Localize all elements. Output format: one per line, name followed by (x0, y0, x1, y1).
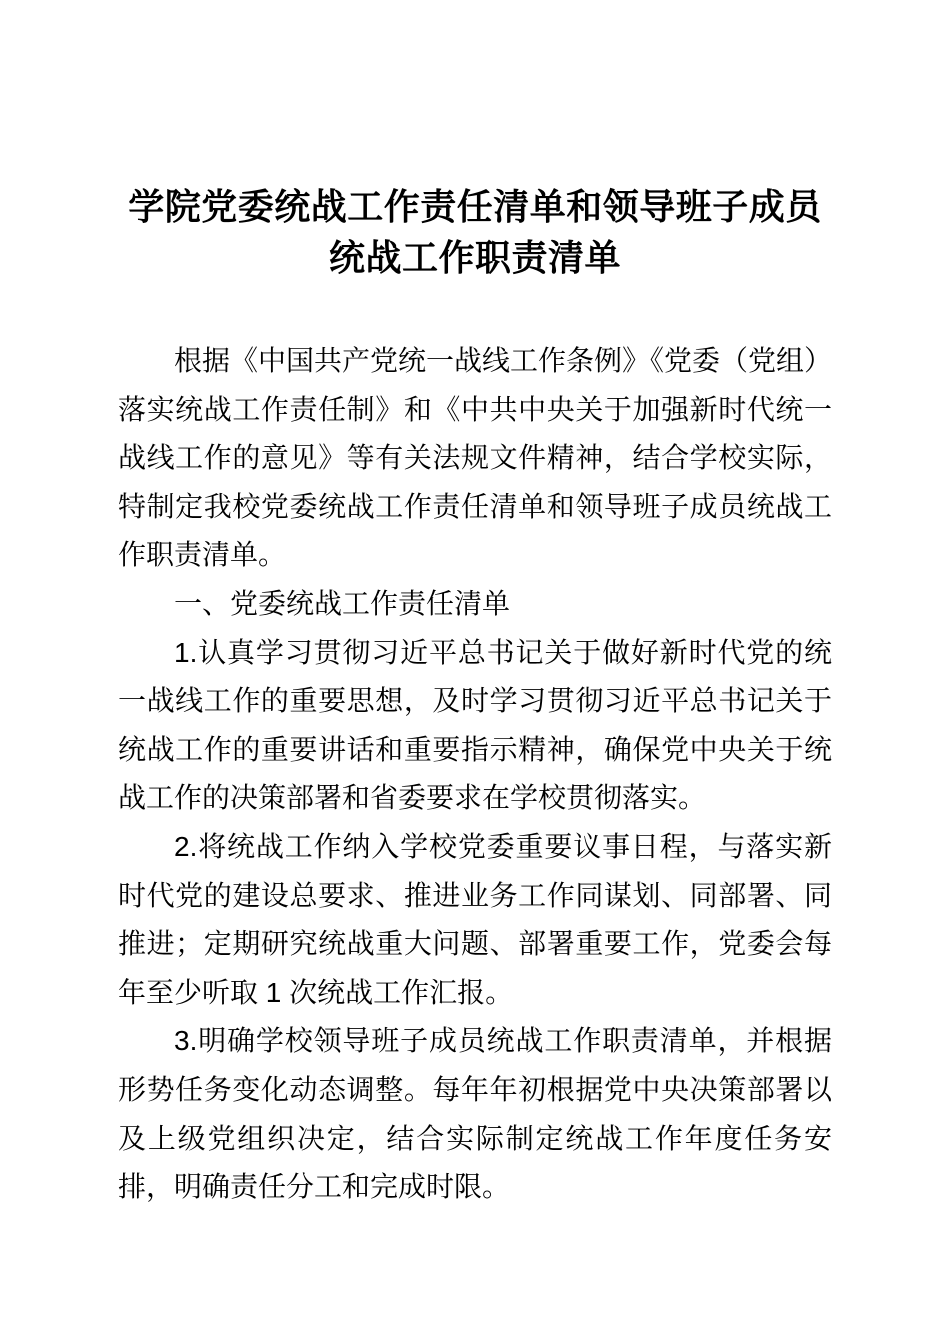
paragraph-intro: 根据《中国共产党统一战线工作条例》《党委（党组）落实统战工作责任制》和《中共中央关于加强新时代统一战线工作的意见》等有关法规文件精神，结合学校实际，特制定我校党委统战工作责任清单和领导班子成员统战工作职责清单。 (118, 345, 833, 571)
document-title-line-2: 统战工作职责清单 (328, 237, 621, 278)
document-title-line-1: 学院党委统战工作责任清单和领导班子成员 (128, 186, 822, 227)
document-body (118, 337, 832, 1212)
paragraph-item-3: 3.明确学校领导班子成员统战工作职责清单，并根据形势任务变化动态调整。每年年初根据党中央决策部署以及上级党组织决定，结合实际制定统战工作年度任务安排，明确责任分工和完成时限。 (118, 1025, 832, 1203)
section-heading-1: 一、党委统战工作责任清单 (174, 587, 511, 619)
paragraph-item-2: 2.将统战工作纳入学校党委重要议事日程，与落实新时代党的建设总要求、推进业务工作同谋划、同部署、同推进；定期研究统战重大问题、部署重要工作，党委会每年至少听取 1 次统战工作汇报。 (118, 830, 832, 1008)
paragraph-item-1: 1.认真学习贯彻习近平总书记关于做好新时代党的统一战线工作的重要思想，及时学习贯彻习近平总书记关于统战工作的重要讲话和重要指示精神，确保党中央关于统战工作的决策部署和省委要求在学校贯彻落实。 (118, 636, 832, 814)
document-title (118, 0, 832, 283)
